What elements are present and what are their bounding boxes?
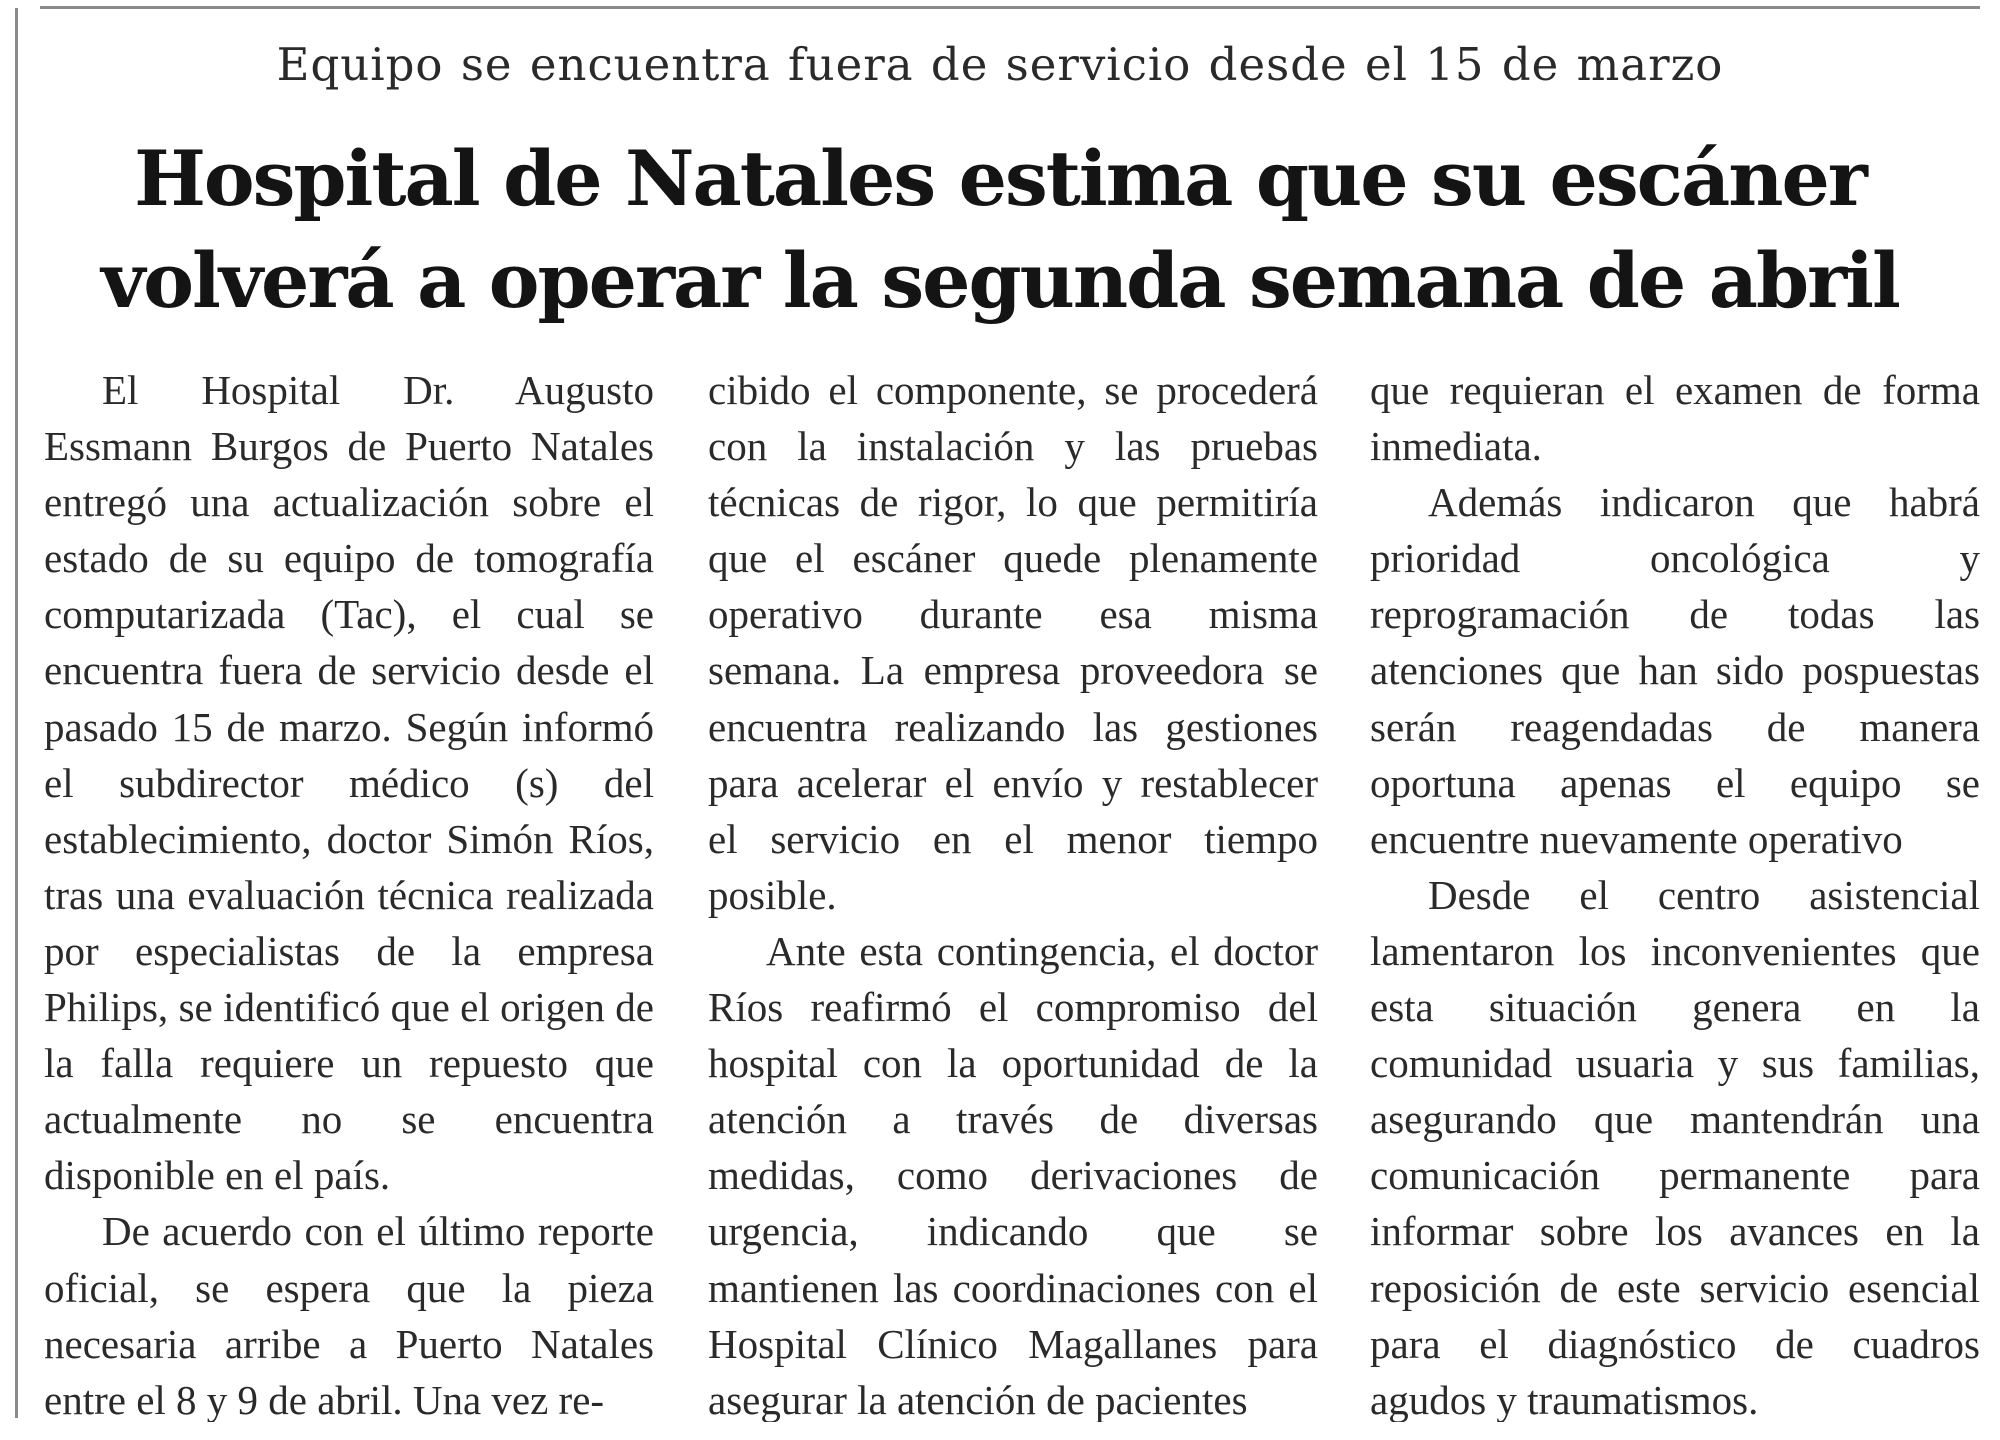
body-column-3 bbox=[1370, 362, 1980, 1422]
paragraph: Desde el centro asistencial lamentaron los inconvenientes que esta situación genera en la comunidad usuaria y sus familias, asegurando que mantendrán una comunicación permanente para informar sobre los avances en la reposición de este servicio esencial para el diagnóstico de cuadros agudos y traumatismos. bbox=[1370, 871, 1980, 1422]
article-body bbox=[44, 362, 1979, 1422]
paragraph-continued: cibido el componente, se procederá con la instalación y las pruebas técnicas de rigor, lo que permitiría que el escáner quede plenamente operativo durante esa misma semana. La empresa proveedora se encuentra realizando las gestiones para acelerar el envío y restablecer el servicio en el menor tiempo posible. bbox=[708, 367, 1318, 918]
body-column-1 bbox=[44, 362, 654, 1422]
paragraph: Ante esta contingencia, el doctor Ríos reafirmó el compromiso del hospital con la oportunidad de la atención a través de diversas medidas, como derivaciones de urgencia, indicando que se mantienen las coordinaciones con el Hospital Clínico Magallanes para asegurar la atención de pacientes bbox=[708, 927, 1318, 1422]
headline-line-1: Hospital de Natales estima que su escáner bbox=[134, 134, 1866, 223]
paragraph: El Hospital Dr. Augusto Essmann Burgos de Puerto Natales entregó una actualización sobre el estado de su equipo de tomografía computarizada (Tac), el cual se encuentra fuera de servicio desde el pasado 15 de marzo. Según informó el subdirector médico (s) del establecimiento, doctor Simón Ríos, tras una evaluación técnica realizada por especialistas de la empresa Philips, se identificó que el origen de la falla requiere un repuesto que actualmente no se encuentra disponible en el país. bbox=[44, 367, 654, 1199]
body-column-2 bbox=[708, 362, 1318, 1422]
headline-line-2: volverá a operar la segunda semana de abril bbox=[101, 236, 1899, 325]
article-headline bbox=[0, 128, 2000, 332]
paragraph-continued: que requieran el examen de forma inmediata. bbox=[1370, 367, 1980, 470]
paragraph: De acuerdo con el último reporte oficial, se espera que la pieza necesaria arribe a Puerto Natales entre el 8 y 9 de abril. Una vez re- bbox=[44, 1208, 654, 1422]
article-kicker: Equipo se encuentra fuera de servicio desde el 15 de marzo bbox=[276, 38, 1724, 91]
paragraph: Además indicaron que habrá prioridad oncológica y reprogramación de todas las atenciones que han sido pospuestas serán reagendadas de manera oportuna apenas el equipo se encuentre nuevamente operativo bbox=[1370, 479, 1980, 862]
top-border-rule bbox=[40, 6, 1980, 9]
